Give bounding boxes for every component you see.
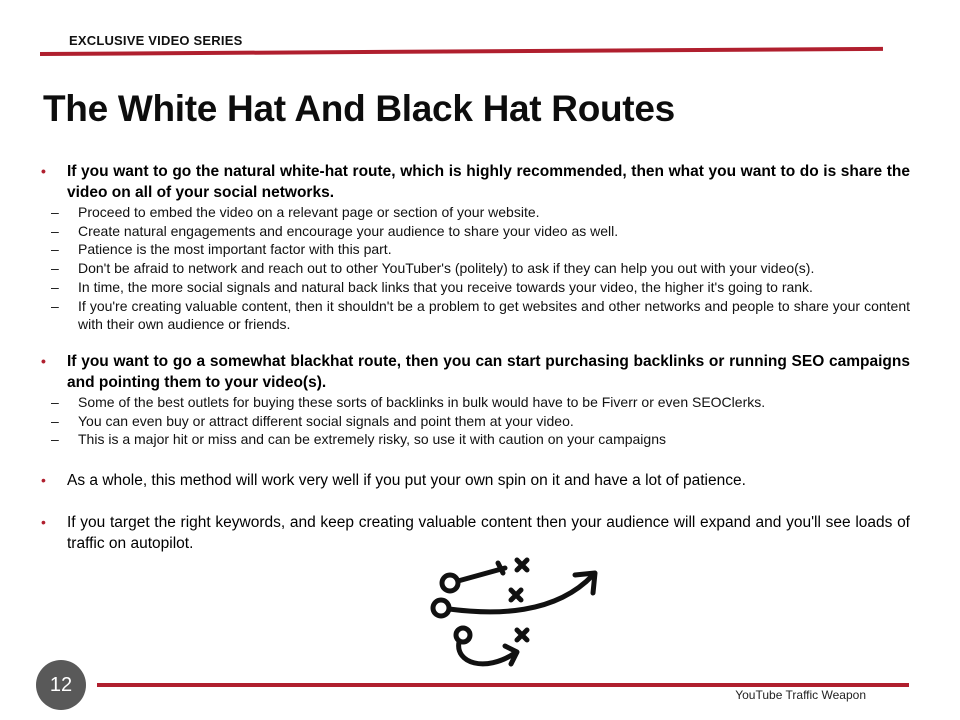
bullet-icon: •: [41, 163, 46, 179]
bullet-text: As a whole, this method will work very well if you put your own spin on it and have a lot of patience.: [67, 472, 746, 490]
sub-bullet: [40, 412, 910, 431]
bullet-black-hat: [40, 351, 910, 393]
sub-bullet: [40, 393, 910, 412]
top-divider: [40, 47, 883, 56]
sub-bullet-text: This is a major hit or miss and can be extremely risky, so use it with caution on your campaigns: [78, 431, 666, 448]
sub-bullet-text: Patience is the most important factor with this part.: [78, 241, 392, 258]
strategy-play-diagram-icon: [425, 553, 605, 678]
bottom-divider: [97, 683, 909, 687]
sub-bullet-text: Create natural engagements and encourage your audience to share your video as well.: [78, 222, 619, 239]
page-title: The White Hat And Black Hat Routes: [43, 88, 675, 129]
bullet-text: If you want to go a somewhat blackhat route, then you can start purchasing backlinks or running SEO campaigns and pointing them to your video(s).: [67, 352, 910, 391]
page-number-badge: 12: [36, 660, 86, 710]
dash-icon: –: [51, 260, 59, 277]
dash-icon: –: [51, 297, 59, 314]
dash-icon: –: [51, 204, 59, 220]
bullet-text: If you target the right keywords, and keep creating valuable content then your audience will expand and you'll see loads of traffic on autopilot.: [67, 514, 910, 553]
sub-bullet-text: If you're creating valuable content, then it shouldn't be a problem to get websites and other networks and people to share your content with their own audience or friends.: [78, 297, 910, 333]
sub-bullet-text: Some of the best outlets for buying these sorts of backlinks in bulk would have to be Fiverr or even SEOClerks.: [78, 393, 766, 410]
sub-bullet: [40, 259, 910, 278]
footer-label: YouTube Traffic Weapon: [735, 688, 866, 702]
sub-bullet: [40, 203, 910, 222]
sub-bullet: [40, 297, 910, 334]
sub-bullet: [40, 278, 910, 297]
dash-icon: –: [51, 241, 59, 258]
dash-icon: –: [51, 431, 59, 448]
sub-bullet: [40, 430, 910, 449]
bullet-icon: •: [41, 514, 46, 531]
sub-bullet: [40, 240, 910, 259]
bullet-text: If you want to go the natural white-hat route, which is highly recommended, then what you want to do is share the video on all of your social networks.: [67, 163, 910, 201]
dash-icon: –: [51, 412, 59, 429]
dash-icon: –: [51, 278, 59, 295]
sub-bullet: [40, 222, 910, 241]
bullet-keywords: [40, 512, 910, 554]
bullet-icon: •: [41, 352, 46, 369]
dash-icon: –: [51, 222, 59, 239]
sub-bullet-text: In time, the more social signals and natural back links that you receive towards your video, the higher it's going to rank.: [78, 278, 813, 295]
sub-bullet-text: Proceed to embed the video on a relevant page or section of your website.: [78, 204, 540, 220]
sub-bullet-text: You can even buy or attract different social signals and point them at your video.: [78, 412, 574, 429]
bullet-icon: •: [41, 472, 46, 489]
bullet-white-hat: [40, 161, 910, 203]
content-body: [40, 161, 910, 554]
header-label: EXCLUSIVE VIDEO SERIES: [69, 33, 243, 48]
sub-bullet-text: Don't be afraid to network and reach out to other YouTuber's (politely) to ask if they can help you out with your video(s).: [78, 260, 815, 277]
bullet-summary: [40, 470, 910, 491]
dash-icon: –: [51, 393, 59, 410]
